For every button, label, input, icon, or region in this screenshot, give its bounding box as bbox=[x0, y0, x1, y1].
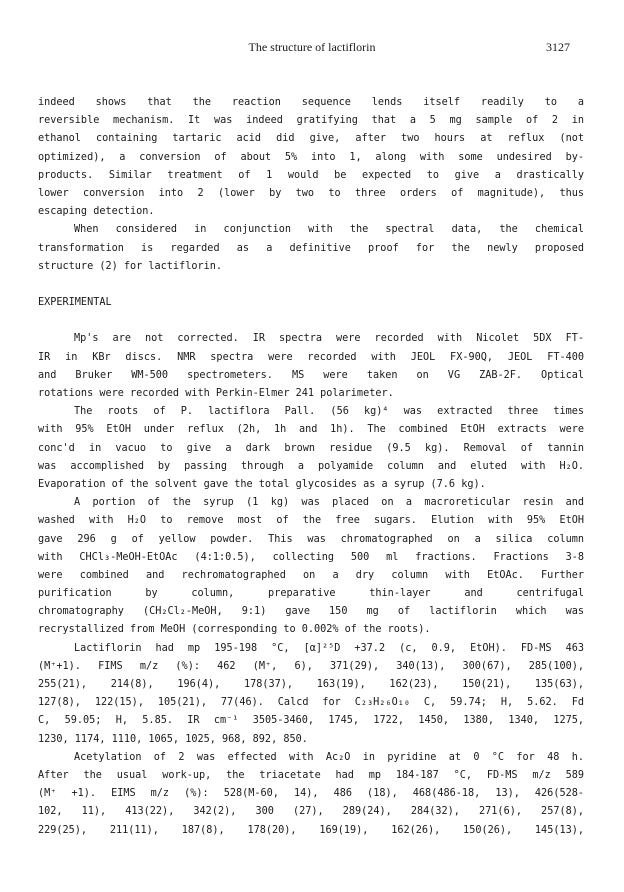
para3-line-1: Mp's are not corrected. IR spectra were recorded with Nicolet 5DX FT- bbox=[74, 333, 584, 345]
para7-line-2: After the usual work-up, the triacetate had mp 184-187 °C, FD-MS m/z 589 bbox=[38, 769, 584, 781]
para7-line-1: Acetylation of 2 was effected with Ac₂O in pyridine at 0 °C for 48 h. bbox=[74, 751, 584, 763]
para5-line-5: were combined and rechromatographed on a dry column with EtOAc. Further bbox=[38, 569, 584, 581]
para2-line-2: transformation is regarded as a definitive proof for the newly proposed bbox=[38, 242, 584, 254]
para1-line-2: reversible mechanism. It was indeed gratifying that a 5 mg sample of 2 in bbox=[38, 115, 584, 127]
para6-line-3: 255(21), 214(8), 196(4), 178(37), 163(19), 162(23), 150(21), 135(63), bbox=[38, 679, 584, 690]
para3-line-4: rotations were recorded with Perkin-Elmer 241 polarimeter. bbox=[38, 388, 394, 399]
para7-line-3: (M⁺ +1). EIMS m/z (%): 528(M-60, 14), 486 (18), 468(486-18, 13), 426(528- bbox=[38, 788, 584, 800]
para5-line-4: with CHCl₃-MeOH-EtOAc (4:1:0.5), collecting 500 ml fractions. Fractions 3-8 bbox=[38, 551, 584, 563]
page-number: 3127 bbox=[546, 40, 570, 54]
para6-line-5: C, 59.05; H, 5.85. IR cm⁻¹ 3505-3460, 1745, 1722, 1450, 1380, 1340, 1275, bbox=[38, 715, 584, 727]
para4-line-2: with 95% EtOH under reflux (2h, 1h and 1h). The combined EtOH extracts were bbox=[38, 424, 584, 436]
para4-line-3: conc'd in vacuo to give a dark brown residue (9.5 kg). Removal of tannin bbox=[38, 442, 584, 454]
para7-line-4: 102, 11), 413(22), 342(2), 300 (27), 289(24), 284(32), 271(6), 257(8), bbox=[38, 806, 584, 818]
para6-line-1: Lactiflorin had mp 195-198 °C, [α]²⁵D +37.2 (c, 0.9, EtOH). FD-MS 463 bbox=[74, 642, 584, 654]
page-header bbox=[0, 40, 624, 60]
para5-line-3: gave 296 g of yellow powder. This was chromatographed on a silica column bbox=[38, 533, 584, 545]
para4-line-4: was accomplished by passing through a polyamide column and eluted with H₂O. bbox=[38, 460, 584, 472]
para1-line-4: optimized), a conversion of about 5% into 1, along with some undesired by- bbox=[38, 151, 584, 163]
para1-line-3: ethanol containing tartaric acid did give, after two hours at reflux (not bbox=[38, 133, 584, 145]
running-title: The structure of lactiflorin bbox=[248, 40, 376, 54]
para5-line-8: recrystallized from MeOH (corresponding to 0.002% of the roots). bbox=[38, 624, 431, 636]
para4-line-5: Evaporation of the solvent gave the total glycosides as a syrup (7.6 kg). bbox=[38, 478, 486, 490]
para6-line-6: 1230, 1174, 1110, 1065, 1025, 968, 892, 850. bbox=[38, 733, 308, 745]
para5-line-2: washed with H₂O to remove most of the free sugars. Elution with 95% EtOH bbox=[38, 515, 584, 527]
para3-line-3: and Bruker WM-500 spectrometers. MS were taken on VG ZAB-2F. Optical bbox=[38, 369, 584, 381]
section-heading-experimental: EXPERIMENTAL bbox=[38, 297, 112, 309]
para6-line-4: 127(8), 122(15), 105(21), 77(46). Calcd for C₂₃H₂₆O₁₀ C, 59.74; H, 5.62. Fd bbox=[38, 697, 584, 709]
para1-line-7: escaping detection. bbox=[38, 206, 155, 218]
para2-line-1: When considered in conjunction with the spectral data, the chemical bbox=[74, 224, 584, 236]
para6-line-2: (M⁺+1). FIMS m/z (%): 462 (M⁺, 6), 371(29), 340(13), 300(67), 285(100), bbox=[38, 660, 584, 672]
para4-line-1: The roots of P. lactiflora Pall. (56 kg)⁴ was extracted three times bbox=[74, 406, 584, 418]
para1-line-5: products. Similar treatment of 1 would be expected to give a drastically bbox=[38, 169, 584, 181]
para1-line-1: indeed shows that the reaction sequence lends itself readily to a bbox=[38, 97, 584, 108]
para5-line-6: purification by column, preparative thin-layer and centrifugal bbox=[38, 588, 584, 600]
para3-line-2: IR in KBr discs. NMR spectra were recorded with JEOL FX-90Q, JEOL FT-400 bbox=[38, 351, 584, 363]
para2-line-3: structure (2) for lactiflorin. bbox=[38, 260, 223, 272]
article-body bbox=[38, 94, 584, 840]
para5-line-7: chromatography (CH₂Cl₂-MeOH, 9:1) gave 150 mg of lactiflorin which was bbox=[38, 606, 584, 618]
para1-line-6: lower conversion into 2 (lower by two to three orders of magnitude), thus bbox=[38, 187, 584, 199]
para5-line-1: A portion of the syrup (1 kg) was placed on a macroreticular resin and bbox=[74, 497, 584, 509]
para7-line-5: 229(25), 211(11), 187(8), 178(20), 169(19), 162(26), 150(26), 145(13), bbox=[38, 824, 584, 836]
